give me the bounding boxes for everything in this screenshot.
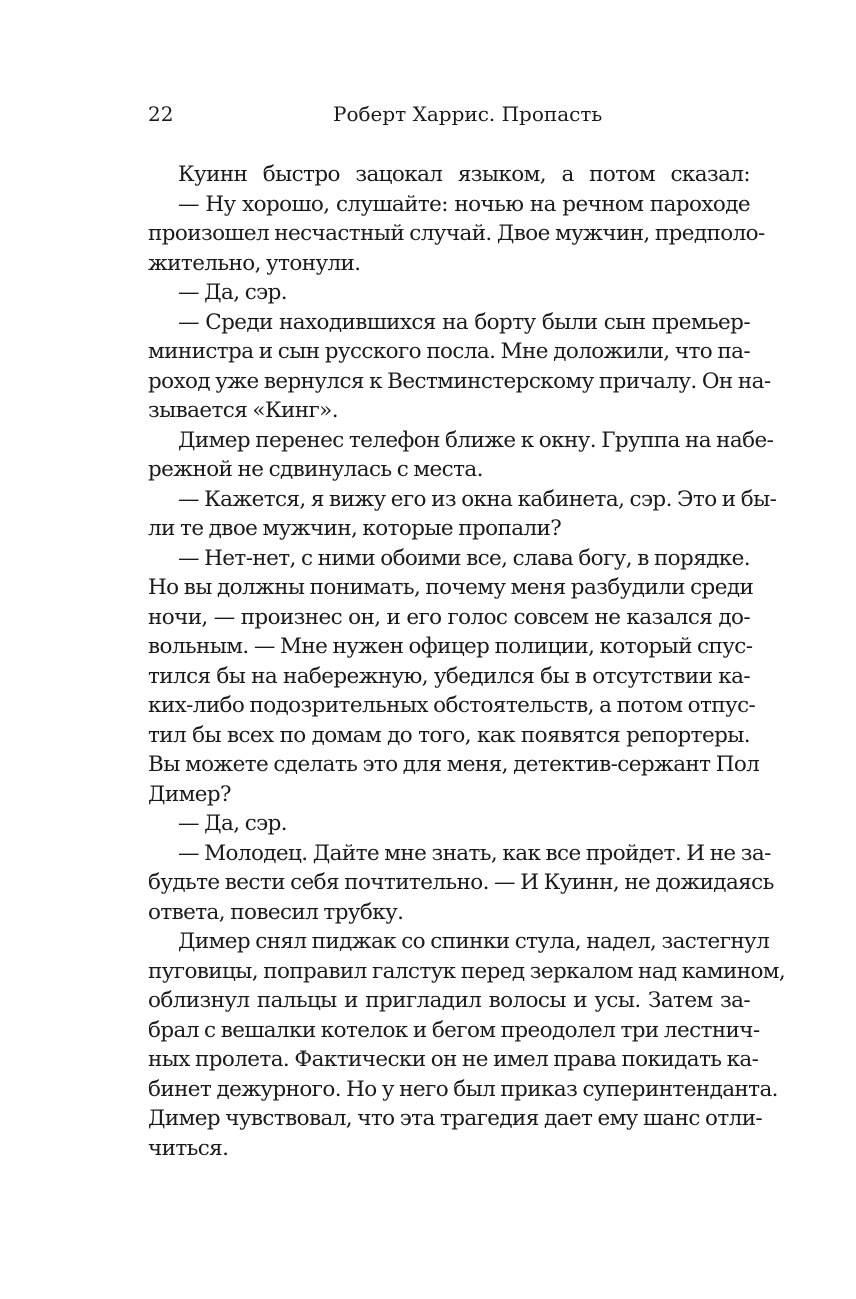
text-line: ли те двое мужчин, которые пропали? xyxy=(148,516,562,541)
text-line: — Молодец. Дайте мне знать, как все пройдет. И не за- xyxy=(178,840,771,866)
text-line: Димер? xyxy=(148,781,231,807)
text-line: пуговицы, поправил галстук перед зеркалом над камином, xyxy=(148,958,786,984)
text-line: бинет дежурного. Но у него был приказ суперинтенданта. xyxy=(148,1076,778,1102)
text-line: Димер перенес телефон ближе к окну. Группа на набе- xyxy=(178,427,774,453)
text-line: читься. xyxy=(148,1135,229,1161)
text-line: тился бы на набережную, убедился бы в отсутствии ка- xyxy=(148,663,750,689)
text-line: ных пролета. Фактически он не имел права покидать ка- xyxy=(148,1047,759,1072)
text-line: роход уже вернулся к Вестминстерскому причалу. Он на- xyxy=(148,368,771,394)
text-line: жительно, утонули. xyxy=(148,250,361,276)
text-line: — Да, сэр. xyxy=(178,811,287,836)
page-header xyxy=(148,102,750,132)
text-line: — Среди находившихся на борту были сын премьер- xyxy=(178,309,750,335)
text-line: произошел несчастный случай. Двое мужчин, предполо- xyxy=(148,221,765,246)
text-line: — Кажется, я вижу его из окна кабинета, сэр. Это и бы- xyxy=(178,486,777,512)
text-line: — Да, сэр. xyxy=(178,280,287,305)
text-line: Димер чувствовал, что эта трагедия дает ему шанс отли- xyxy=(148,1106,763,1131)
text-line: будьте вести себя почтительно. — И Куинн, не дожидаясь xyxy=(148,870,774,895)
running-title: Роберт Харрис. Пропасть xyxy=(333,102,603,126)
text-line: — Нет-нет, с ними обоими все, слава богу, в порядке. xyxy=(178,545,750,571)
text-line: вольным. — Мне нужен офицер полиции, который спус- xyxy=(148,634,753,659)
text-line: ночи, — произнес он, и его голос совсем не казался до- xyxy=(148,604,750,630)
text-line: ких-либо подозрительных обстоятельств, а потом отпус- xyxy=(148,693,756,718)
text-line: ответа, повесил трубку. xyxy=(148,899,404,925)
text-line: министра и сын русского посла. Мне доложили, что па- xyxy=(148,339,750,364)
text-line: Димер снял пиджак со спинки стула, надел, застегнул xyxy=(178,929,770,954)
text-line: зывается «Кинг». xyxy=(148,398,338,423)
text-line: облизнул пальцы и пригладил волосы и усы. Затем за- xyxy=(148,988,750,1013)
text-line: — Ну хорошо, слушайте: ночью на речном пароходе xyxy=(178,191,750,217)
text-line: режной не сдвинулась с места. xyxy=(148,457,483,482)
text-line: Но вы должны понимать, почему меня разбудили среди xyxy=(148,575,754,600)
text-line: Вы можете сделать это для меня, детектив-сержант Пол xyxy=(148,752,760,777)
text-line: тил бы всех по домам до того, как появятся репортеры. xyxy=(148,722,750,748)
text-line: Куинн быстро зацокал языком, а потом сказал: xyxy=(178,162,750,187)
text-line: брал с вешалки котелок и бегом преодолел три лестнич- xyxy=(148,1017,760,1043)
page-number: 22 xyxy=(148,102,174,126)
body-text xyxy=(148,160,786,1163)
